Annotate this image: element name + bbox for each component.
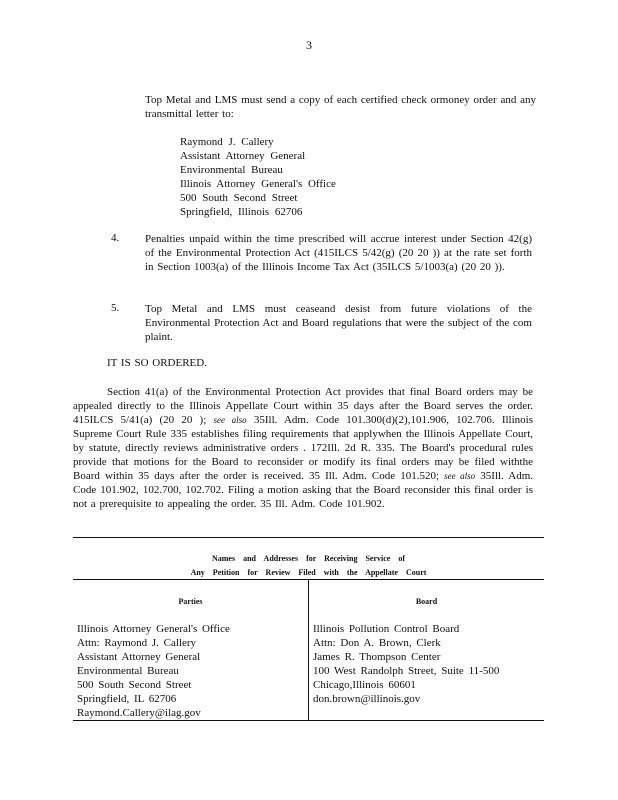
page-number: 3 [306, 38, 312, 52]
parties-line: Attn: Raymond J. Callery [77, 637, 197, 649]
item-number: 4. [111, 232, 120, 244]
address-line: Springfield, Illinois 62706 [180, 206, 303, 218]
address-line: Raymond J. Callery [180, 136, 274, 148]
address-line: 500 South Second Street [180, 192, 298, 204]
parties-line: Environmental Bureau [77, 665, 179, 677]
service-heading-line: Any Petition for Review Filed with the Appellate Court [190, 568, 427, 577]
address-line: Assistant Attorney General [180, 150, 306, 162]
appeal-text: 35Ill. Adm. Code 101.300(d)(2),101.906, 102.706. Illinois Supreme Court Rule 335 establishes filing requirements that applywhen the Illinois Appellate Court, by statute, directly reviews administrative orders . 172Ill. 2d R. 335. The Board's procedural rules provide that motions for the Board to reconsider or modify its final orders may be filed withthe Board within 35 days after the order is received. 35 Ill. Adm. Code 101.520; [73, 414, 534, 482]
address-line: Illinois Attorney General's Office [180, 178, 336, 190]
item-number: 5. [111, 302, 120, 314]
board-line: James R. Thompson Center [313, 651, 441, 663]
board-email: don.brown@illinois.gov [313, 693, 421, 705]
board-line: Chicago,Illinois 60601 [313, 679, 416, 691]
see-also-citation: see also [213, 415, 247, 425]
service-table [73, 537, 544, 721]
parties-column [77, 622, 230, 720]
transmittal-paragraph: Top Metal and LMS must send a copy of each certified check ormoney order and any transmittal letter to: [145, 94, 536, 120]
cease-desist-paragraph: Top Metal and LMS must ceaseand desist from future violations of the Environmental Protection Act and Board regulations that were the subject of the com plaint. [145, 303, 532, 343]
parties-column-header: Parties [178, 597, 203, 606]
board-column-header: Board [415, 597, 438, 606]
board-column [313, 622, 499, 706]
see-also-citation: see also [444, 471, 476, 481]
appeal-text: Section 41(a) of the Environmental Protection Act provides that final Board orders may be appealed directly to the Illinois Appellate Court within 35 days after the Board serves the order. 415ILCS 5/41(a) (20 20 ); [73, 386, 533, 426]
parties-line: Springfield, IL 62706 [77, 693, 177, 705]
parties-line: Illinois Attorney General's Office [77, 623, 230, 635]
interest-paragraph: Penalties unpaid within the time prescribed will accrue interest under Section 42(g) of the Environmental Protection Act (415ILCS 5/42(g) (20 20 )) at the rate set forth in Section 1003(a) of the Illinois Income Tax Act (35ILCS 5/1003(a) (20 20 )). [145, 233, 532, 273]
board-line: Illinois Pollution Control Board [313, 623, 460, 635]
parties-email: Raymond.Callery@ilag.gov [77, 707, 201, 719]
board-line: Attn: Don A. Brown, Clerk [313, 637, 441, 649]
service-heading-line: Names and Addresses for Receiving Service of [211, 554, 406, 563]
parties-line: Assistant Attorney General [77, 651, 201, 663]
board-line: 100 West Randolph Street, Suite 11-500 [313, 665, 500, 677]
parties-line: 500 South Second Street [77, 679, 192, 691]
so-ordered-line: IT IS SO ORDERED. [107, 357, 207, 369]
service-table-heading [73, 552, 544, 580]
attorney-general-address [180, 135, 336, 219]
appeal-paragraph [73, 385, 533, 511]
appeal-text: 35Ill. Adm. Code 101.902, 102.700, 102.702. Filing a motion asking that the Board reconsider this final order is not a prerequisite to appealing the order. 35 Ill. Adm. Code 101.902. [73, 470, 534, 510]
address-line: Environmental Bureau [180, 164, 283, 176]
